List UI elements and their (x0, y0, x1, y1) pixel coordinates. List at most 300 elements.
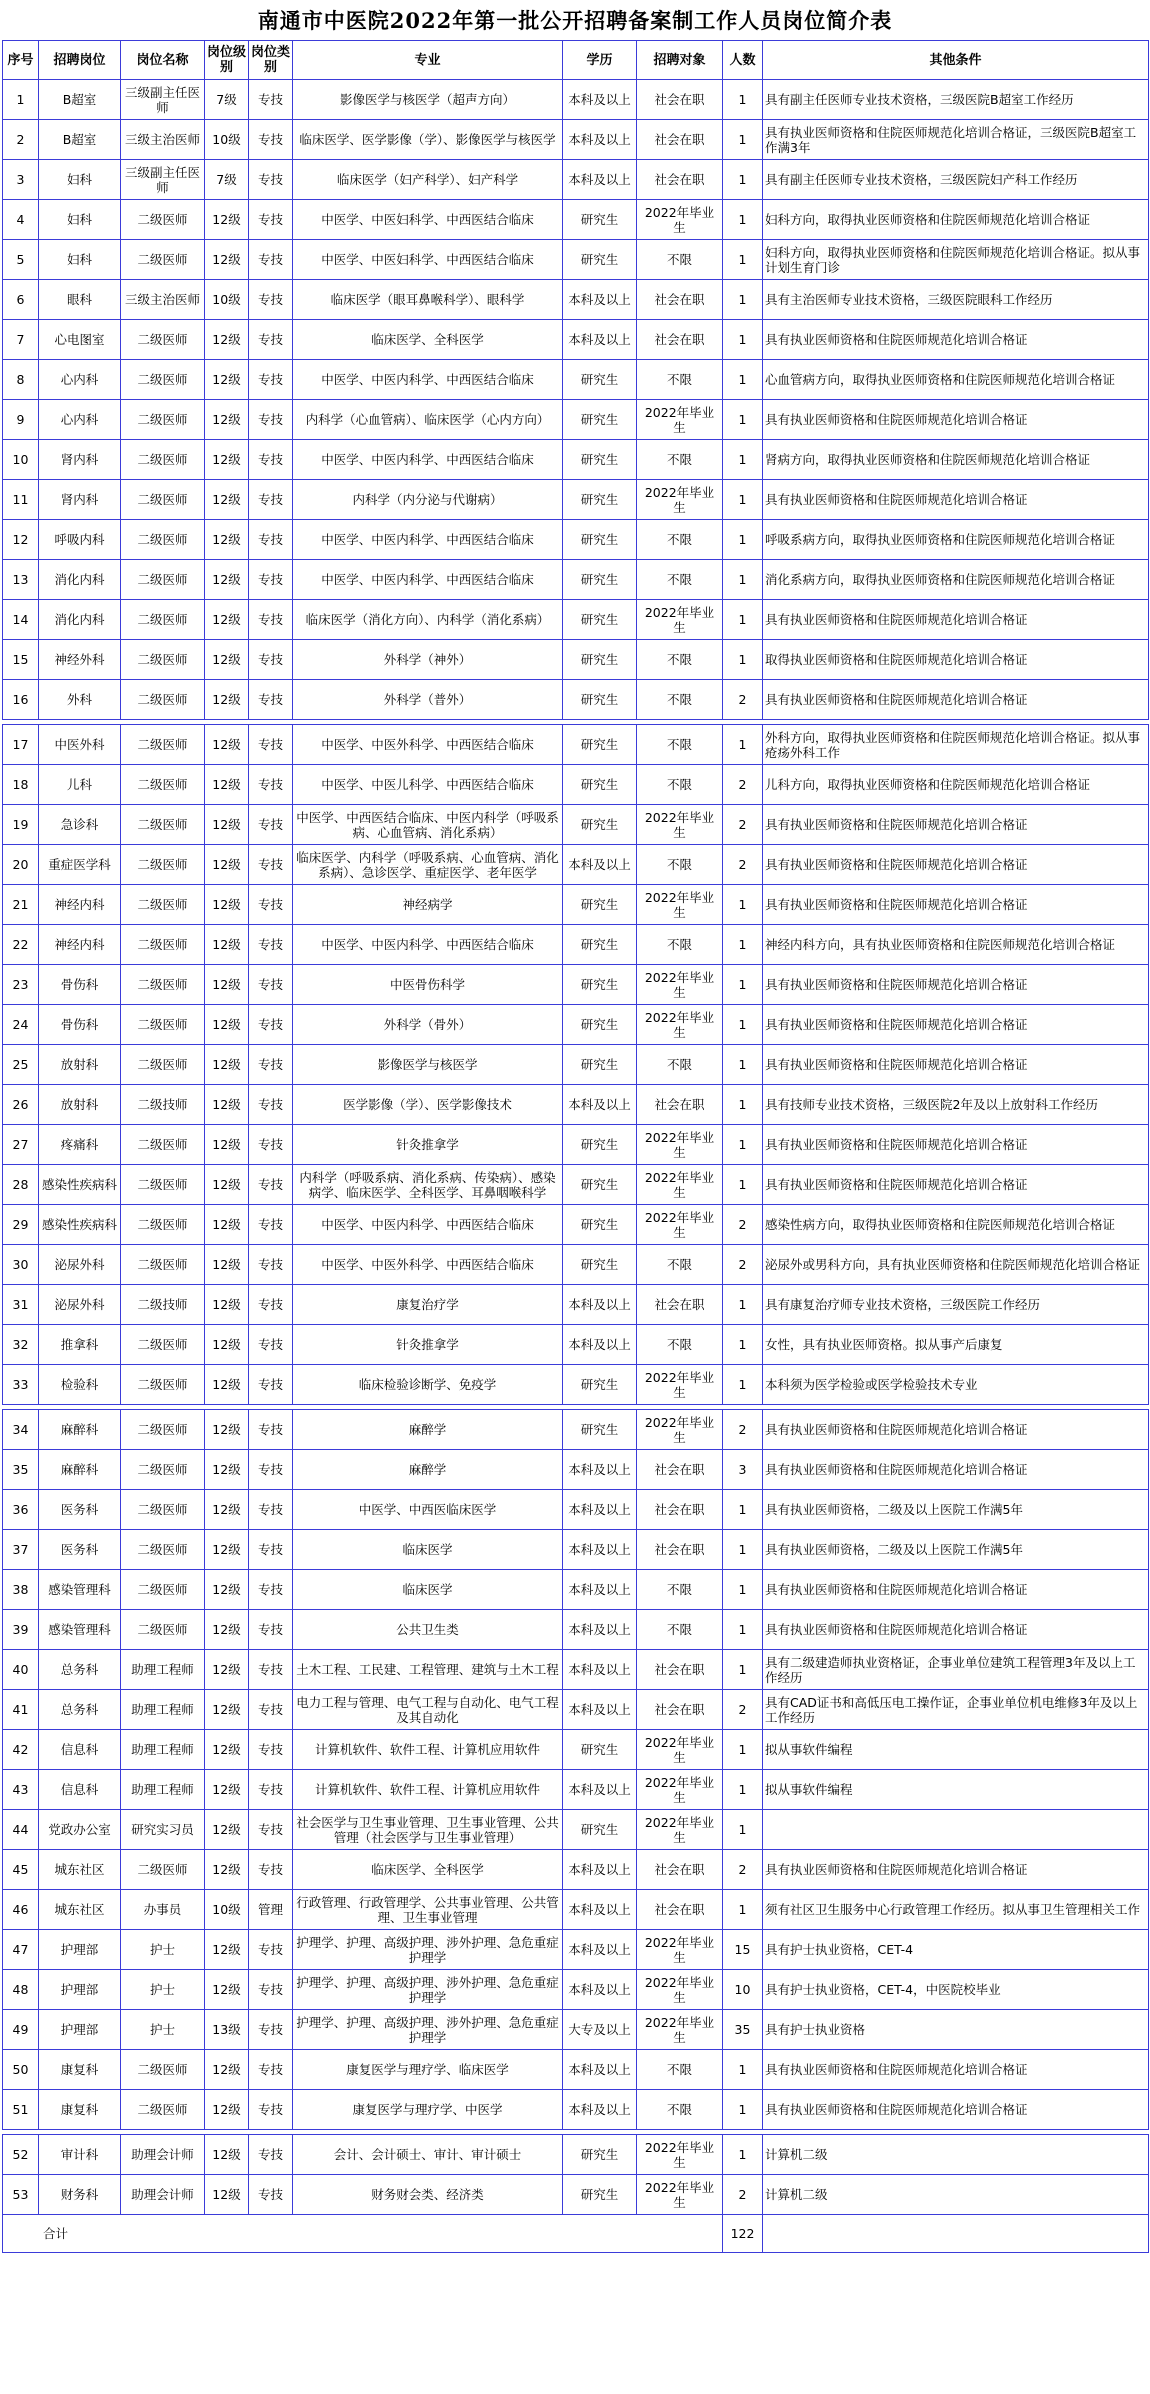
table-row (3, 560, 1149, 600)
table-row (3, 1770, 1149, 1810)
cell-count: 1 (723, 965, 763, 1005)
cell-major: 行政管理、行政管理学、公共事业管理、公共管理、卫生事业管理 (293, 1890, 563, 1930)
cell-post-level: 12级 (205, 400, 249, 440)
cell-target: 2022年毕业生 (637, 1810, 723, 1850)
table-body (3, 80, 1149, 2253)
cell-index: 13 (3, 560, 39, 600)
cell-post-category: 专技 (249, 2010, 293, 2050)
cell-position: 信息科 (39, 1730, 121, 1770)
table-row (3, 400, 1149, 440)
cell-post-name: 二级医师 (121, 965, 205, 1005)
cell-index: 27 (3, 1125, 39, 1165)
cell-count: 1 (723, 440, 763, 480)
cell-count: 1 (723, 2135, 763, 2175)
cell-post-category: 专技 (249, 520, 293, 560)
cell-count: 2 (723, 1850, 763, 1890)
table-header-row (3, 41, 1149, 80)
cell-education: 本科及以上 (563, 120, 637, 160)
cell-major: 社会医学与卫生事业管理、卫生事业管理、公共管理（社会医学与卫生事业管理） (293, 1810, 563, 1850)
table-row (3, 2175, 1149, 2215)
cell-index: 29 (3, 1205, 39, 1245)
cell-other-conditions: 具有二级建造师执业资格证，企事业单位建筑工程管理3年及以上工作经历 (763, 1650, 1149, 1690)
cell-other-conditions: 具有执业医师资格和住院医师规范化培训合格证 (763, 320, 1149, 360)
cell-position: 消化内科 (39, 560, 121, 600)
total-label: 合计 (3, 2215, 723, 2253)
cell-education: 本科及以上 (563, 2050, 637, 2090)
cell-post-name: 助理工程师 (121, 1690, 205, 1730)
cell-post-category: 专技 (249, 925, 293, 965)
cell-post-category: 专技 (249, 1005, 293, 1045)
cell-other-conditions: 妇科方向，取得执业医师资格和住院医师规范化培训合格证。拟从事计划生育门诊 (763, 240, 1149, 280)
table-row (3, 680, 1149, 720)
cell-post-level: 12级 (205, 1850, 249, 1890)
total-empty-cell (763, 2215, 1149, 2253)
cell-post-category: 专技 (249, 400, 293, 440)
cell-major: 中医学、中医妇科学、中西医结合临床 (293, 200, 563, 240)
cell-position: 外科 (39, 680, 121, 720)
cell-post-name: 护士 (121, 2010, 205, 2050)
cell-position: 妇科 (39, 240, 121, 280)
header-post-category: 岗位类别 (249, 41, 293, 80)
table-row (3, 1650, 1149, 1690)
cell-education: 研究生 (563, 2135, 637, 2175)
cell-education: 本科及以上 (563, 1850, 637, 1890)
cell-major: 影像医学与核医学 (293, 1045, 563, 1085)
cell-count: 1 (723, 520, 763, 560)
cell-post-level: 12级 (205, 1410, 249, 1450)
table-row (3, 1530, 1149, 1570)
cell-index: 4 (3, 200, 39, 240)
header-count: 人数 (723, 41, 763, 80)
cell-count: 1 (723, 360, 763, 400)
cell-count: 1 (723, 280, 763, 320)
cell-post-level: 12级 (205, 440, 249, 480)
cell-post-category: 专技 (249, 1970, 293, 2010)
cell-post-level: 13级 (205, 2010, 249, 2050)
cell-target: 2022年毕业生 (637, 1165, 723, 1205)
table-row (3, 80, 1149, 120)
cell-position: 中医外科 (39, 725, 121, 765)
cell-position: 放射科 (39, 1045, 121, 1085)
cell-post-category: 专技 (249, 120, 293, 160)
cell-count: 1 (723, 725, 763, 765)
cell-post-name: 二级医师 (121, 320, 205, 360)
cell-education: 研究生 (563, 480, 637, 520)
cell-post-level: 7级 (205, 80, 249, 120)
cell-post-category: 专技 (249, 2090, 293, 2130)
cell-post-name: 助理工程师 (121, 1770, 205, 1810)
cell-major: 中医学、中医内科学、中西医结合临床 (293, 1205, 563, 1245)
cell-count: 1 (723, 240, 763, 280)
cell-position: 妇科 (39, 200, 121, 240)
cell-major: 中医学、中医妇科学、中西医结合临床 (293, 240, 563, 280)
cell-target: 不限 (637, 1610, 723, 1650)
cell-index: 30 (3, 1245, 39, 1285)
cell-major: 土木工程、工民建、工程管理、建筑与土木工程 (293, 1650, 563, 1690)
cell-other-conditions: 具有护士执业资格 (763, 2010, 1149, 2050)
cell-count: 1 (723, 1530, 763, 1570)
cell-post-name: 二级医师 (121, 1610, 205, 1650)
cell-major: 临床医学、全科医学 (293, 320, 563, 360)
cell-index: 38 (3, 1570, 39, 1610)
cell-count: 2 (723, 1410, 763, 1450)
cell-count: 35 (723, 2010, 763, 2050)
cell-other-conditions: 具有执业医师资格和住院医师规范化培训合格证 (763, 1610, 1149, 1650)
cell-position: 神经内科 (39, 925, 121, 965)
cell-post-name: 助理会计师 (121, 2175, 205, 2215)
cell-other-conditions: 具有执业医师资格和住院医师规范化培训合格证 (763, 400, 1149, 440)
cell-post-category: 专技 (249, 280, 293, 320)
table-row (3, 725, 1149, 765)
cell-count: 1 (723, 2090, 763, 2130)
cell-major: 中医学、中西医临床医学 (293, 1490, 563, 1530)
cell-target: 不限 (637, 640, 723, 680)
cell-education: 本科及以上 (563, 1450, 637, 1490)
cell-post-level: 12级 (205, 1730, 249, 1770)
cell-post-category: 专技 (249, 885, 293, 925)
cell-count: 1 (723, 80, 763, 120)
cell-count: 1 (723, 320, 763, 360)
cell-index: 23 (3, 965, 39, 1005)
cell-post-category: 专技 (249, 1490, 293, 1530)
cell-position: 检验科 (39, 1365, 121, 1405)
cell-post-name: 二级医师 (121, 805, 205, 845)
cell-major: 中医学、中医内科学、中西医结合临床 (293, 440, 563, 480)
header-major: 专业 (293, 41, 563, 80)
cell-post-level: 12级 (205, 1530, 249, 1570)
cell-major: 中医学、中医外科学、中西医结合临床 (293, 725, 563, 765)
cell-post-name: 护士 (121, 1970, 205, 2010)
cell-target: 不限 (637, 2090, 723, 2130)
cell-post-level: 12级 (205, 1690, 249, 1730)
cell-education: 研究生 (563, 805, 637, 845)
header-position: 招聘岗位 (39, 41, 121, 80)
table-row (3, 1005, 1149, 1045)
table-row (3, 1245, 1149, 1285)
cell-index: 20 (3, 845, 39, 885)
cell-education: 本科及以上 (563, 1085, 637, 1125)
cell-post-level: 12级 (205, 240, 249, 280)
cell-education: 研究生 (563, 1205, 637, 1245)
cell-index: 22 (3, 925, 39, 965)
cell-post-level: 12级 (205, 1570, 249, 1610)
cell-other-conditions: 具有执业医师资格和住院医师规范化培训合格证 (763, 1005, 1149, 1045)
cell-major: 内科学（心血管病）、临床医学（心内方向） (293, 400, 563, 440)
cell-post-level: 12级 (205, 520, 249, 560)
cell-education: 本科及以上 (563, 1650, 637, 1690)
cell-target: 2022年毕业生 (637, 1970, 723, 2010)
cell-education: 本科及以上 (563, 320, 637, 360)
cell-post-name: 二级医师 (121, 1570, 205, 1610)
cell-position: 护理部 (39, 1930, 121, 1970)
cell-count: 2 (723, 1245, 763, 1285)
cell-position: 感染性疾病科 (39, 1205, 121, 1245)
cell-target: 社会在职 (637, 1650, 723, 1690)
cell-post-name: 二级医师 (121, 1325, 205, 1365)
table-row (3, 765, 1149, 805)
cell-position: B超室 (39, 80, 121, 120)
cell-position: 康复科 (39, 2050, 121, 2090)
cell-index: 42 (3, 1730, 39, 1770)
cell-count: 1 (723, 1890, 763, 1930)
cell-post-category: 专技 (249, 1930, 293, 1970)
cell-position: 审计科 (39, 2135, 121, 2175)
cell-index: 34 (3, 1410, 39, 1450)
table-row (3, 1850, 1149, 1890)
cell-post-level: 12级 (205, 2090, 249, 2130)
cell-other-conditions: 呼吸系病方向，取得执业医师资格和住院医师规范化培训合格证 (763, 520, 1149, 560)
cell-position: 医务科 (39, 1490, 121, 1530)
cell-post-name: 三级副主任医师 (121, 80, 205, 120)
cell-post-name: 二级医师 (121, 200, 205, 240)
cell-education: 研究生 (563, 520, 637, 560)
cell-index: 52 (3, 2135, 39, 2175)
cell-post-category: 专技 (249, 440, 293, 480)
cell-post-category: 专技 (249, 2175, 293, 2215)
cell-count: 1 (723, 1810, 763, 1850)
cell-post-category: 专技 (249, 2135, 293, 2175)
cell-other-conditions: 具有执业医师资格和住院医师规范化培训合格证 (763, 1410, 1149, 1450)
cell-position: 神经内科 (39, 885, 121, 925)
cell-education: 本科及以上 (563, 280, 637, 320)
cell-post-level: 12级 (205, 1810, 249, 1850)
cell-target: 2022年毕业生 (637, 1005, 723, 1045)
cell-post-level: 12级 (205, 2050, 249, 2090)
page-title: 南通市中医院2022年第一批公开招聘备案制工作人员岗位简介表 (257, 8, 893, 33)
cell-post-name: 二级医师 (121, 600, 205, 640)
cell-count: 1 (723, 600, 763, 640)
table-row (3, 1690, 1149, 1730)
cell-major: 电力工程与管理、电气工程与自动化、电气工程及其自动化 (293, 1690, 563, 1730)
cell-post-level: 12级 (205, 845, 249, 885)
cell-position: 推拿科 (39, 1325, 121, 1365)
cell-post-name: 二级医师 (121, 240, 205, 280)
cell-other-conditions: 具有CAD证书和高低压电工操作证，企事业单位机电维修3年及以上工作经历 (763, 1690, 1149, 1730)
cell-position: 城东社区 (39, 1850, 121, 1890)
cell-position: 眼科 (39, 280, 121, 320)
cell-major: 会计、会计硕士、审计、审计硕士 (293, 2135, 563, 2175)
cell-position: 麻醉科 (39, 1410, 121, 1450)
cell-education: 本科及以上 (563, 1285, 637, 1325)
cell-position: 麻醉科 (39, 1450, 121, 1490)
cell-target: 社会在职 (637, 120, 723, 160)
cell-index: 6 (3, 280, 39, 320)
cell-post-name: 三级主治医师 (121, 280, 205, 320)
cell-other-conditions (763, 1810, 1149, 1850)
table-row (3, 1365, 1149, 1405)
cell-count: 1 (723, 1325, 763, 1365)
cell-position: 心内科 (39, 360, 121, 400)
cell-post-name: 二级医师 (121, 1490, 205, 1530)
cell-post-name: 三级主治医师 (121, 120, 205, 160)
cell-count: 1 (723, 1490, 763, 1530)
cell-other-conditions: 具有执业医师资格和住院医师规范化培训合格证 (763, 845, 1149, 885)
cell-post-name: 二级医师 (121, 1125, 205, 1165)
cell-education: 本科及以上 (563, 1770, 637, 1810)
cell-post-level: 12级 (205, 1205, 249, 1245)
table-row (3, 320, 1149, 360)
cell-post-name: 二级医师 (121, 680, 205, 720)
cell-education: 本科及以上 (563, 1610, 637, 1650)
cell-education: 研究生 (563, 400, 637, 440)
cell-index: 9 (3, 400, 39, 440)
cell-education: 研究生 (563, 440, 637, 480)
cell-target: 不限 (637, 765, 723, 805)
cell-post-name: 二级医师 (121, 560, 205, 600)
cell-major: 临床医学（眼耳鼻喉科学）、眼科学 (293, 280, 563, 320)
cell-post-level: 12级 (205, 200, 249, 240)
cell-other-conditions: 具有执业医师资格和住院医师规范化培训合格证 (763, 1850, 1149, 1890)
table-row (3, 440, 1149, 480)
cell-education: 研究生 (563, 965, 637, 1005)
cell-target: 社会在职 (637, 320, 723, 360)
cell-education: 研究生 (563, 360, 637, 400)
table-row (3, 1285, 1149, 1325)
cell-education: 研究生 (563, 1125, 637, 1165)
table-row (3, 1205, 1149, 1245)
cell-count: 1 (723, 480, 763, 520)
cell-post-level: 7级 (205, 160, 249, 200)
cell-target: 社会在职 (637, 1490, 723, 1530)
cell-other-conditions: 具有执业医师资格和住院医师规范化培训合格证 (763, 1165, 1149, 1205)
cell-major: 中医学、中西医结合临床、中医内科学（呼吸系病、心血管病、消化系病） (293, 805, 563, 845)
table-row (3, 160, 1149, 200)
cell-count: 1 (723, 885, 763, 925)
cell-post-level: 12级 (205, 320, 249, 360)
cell-post-name: 二级医师 (121, 1005, 205, 1045)
cell-target: 2022年毕业生 (637, 2135, 723, 2175)
cell-index: 11 (3, 480, 39, 520)
cell-other-conditions: 具有执业医师资格和住院医师规范化培训合格证 (763, 2050, 1149, 2090)
cell-post-level: 12级 (205, 1005, 249, 1045)
cell-education: 本科及以上 (563, 2090, 637, 2130)
header-post-name: 岗位名称 (121, 41, 205, 80)
cell-education: 本科及以上 (563, 1570, 637, 1610)
cell-index: 35 (3, 1450, 39, 1490)
cell-index: 50 (3, 2050, 39, 2090)
cell-education: 研究生 (563, 1730, 637, 1770)
cell-post-name: 二级医师 (121, 1850, 205, 1890)
cell-other-conditions: 具有执业医师资格和住院医师规范化培训合格证 (763, 805, 1149, 845)
cell-education: 研究生 (563, 1045, 637, 1085)
table-row (3, 925, 1149, 965)
cell-index: 31 (3, 1285, 39, 1325)
cell-education: 研究生 (563, 200, 637, 240)
cell-post-level: 12级 (205, 1325, 249, 1365)
cell-post-level: 12级 (205, 885, 249, 925)
table-row (3, 1325, 1149, 1365)
cell-post-name: 护士 (121, 1930, 205, 1970)
cell-post-level: 12级 (205, 1045, 249, 1085)
cell-count: 3 (723, 1450, 763, 1490)
cell-position: 泌尿外科 (39, 1245, 121, 1285)
cell-other-conditions: 具有执业医师资格和住院医师规范化培训合格证 (763, 1045, 1149, 1085)
cell-target: 2022年毕业生 (637, 1205, 723, 1245)
cell-other-conditions: 具有执业医师资格和住院医师规范化培训合格证 (763, 2090, 1149, 2130)
cell-target: 不限 (637, 520, 723, 560)
cell-major: 临床医学 (293, 1570, 563, 1610)
cell-post-name: 助理会计师 (121, 2135, 205, 2175)
cell-education: 本科及以上 (563, 1490, 637, 1530)
cell-other-conditions: 须有社区卫生服务中心行政管理工作经历。拟从事卫生管理相关工作 (763, 1890, 1149, 1930)
cell-target: 2022年毕业生 (637, 2010, 723, 2050)
header-education: 学历 (563, 41, 637, 80)
table-row (3, 120, 1149, 160)
cell-target: 不限 (637, 845, 723, 885)
table-row (3, 1730, 1149, 1770)
cell-post-name: 二级医师 (121, 1245, 205, 1285)
cell-major: 神经病学 (293, 885, 563, 925)
cell-position: 肾内科 (39, 480, 121, 520)
cell-other-conditions: 外科方向，取得执业医师资格和住院医师规范化培训合格证。拟从事疮疡外科工作 (763, 725, 1149, 765)
cell-major: 外科学（普外） (293, 680, 563, 720)
cell-major: 中医学、中医外科学、中西医结合临床 (293, 1245, 563, 1285)
cell-post-name: 二级医师 (121, 1410, 205, 1450)
table-row (3, 1930, 1149, 1970)
cell-education: 研究生 (563, 1165, 637, 1205)
cell-target: 不限 (637, 1570, 723, 1610)
cell-post-level: 10级 (205, 280, 249, 320)
cell-post-category: 专技 (249, 2050, 293, 2090)
cell-index: 28 (3, 1165, 39, 1205)
cell-post-level: 12级 (205, 640, 249, 680)
cell-target: 社会在职 (637, 1085, 723, 1125)
cell-index: 43 (3, 1770, 39, 1810)
cell-post-name: 二级医师 (121, 765, 205, 805)
cell-post-category: 管理 (249, 1890, 293, 1930)
cell-post-category: 专技 (249, 1045, 293, 1085)
cell-major: 中医学、中医内科学、中西医结合临床 (293, 560, 563, 600)
table-row (3, 2090, 1149, 2130)
cell-post-category: 专技 (249, 200, 293, 240)
cell-index: 36 (3, 1490, 39, 1530)
cell-post-name: 二级医师 (121, 640, 205, 680)
cell-post-level: 12级 (205, 965, 249, 1005)
cell-post-level: 12级 (205, 2175, 249, 2215)
cell-major: 中医学、中医儿科学、中西医结合临床 (293, 765, 563, 805)
header-index: 序号 (3, 41, 39, 80)
cell-index: 21 (3, 885, 39, 925)
cell-index: 49 (3, 2010, 39, 2050)
table-row (3, 2135, 1149, 2175)
table-row (3, 1085, 1149, 1125)
cell-education: 本科及以上 (563, 1890, 637, 1930)
table-row (3, 2050, 1149, 2090)
cell-count: 1 (723, 200, 763, 240)
cell-post-category: 专技 (249, 805, 293, 845)
cell-target: 不限 (637, 680, 723, 720)
table-row (3, 640, 1149, 680)
cell-education: 研究生 (563, 600, 637, 640)
cell-major: 计算机软件、软件工程、计算机应用软件 (293, 1770, 563, 1810)
cell-post-level: 12级 (205, 360, 249, 400)
cell-index: 51 (3, 2090, 39, 2130)
cell-position: B超室 (39, 120, 121, 160)
cell-post-name: 二级医师 (121, 885, 205, 925)
total-count: 122 (723, 2215, 763, 2253)
cell-post-category: 专技 (249, 600, 293, 640)
cell-other-conditions: 泌尿外或男科方向，具有执业医师资格和住院医师规范化培训合格证 (763, 1245, 1149, 1285)
cell-position: 财务科 (39, 2175, 121, 2215)
table-row (3, 845, 1149, 885)
header-target: 招聘对象 (637, 41, 723, 80)
cell-post-name: 二级技师 (121, 1285, 205, 1325)
table-row (3, 200, 1149, 240)
cell-post-category: 专技 (249, 965, 293, 1005)
cell-position: 城东社区 (39, 1890, 121, 1930)
cell-post-level: 12级 (205, 765, 249, 805)
cell-position: 党政办公室 (39, 1810, 121, 1850)
